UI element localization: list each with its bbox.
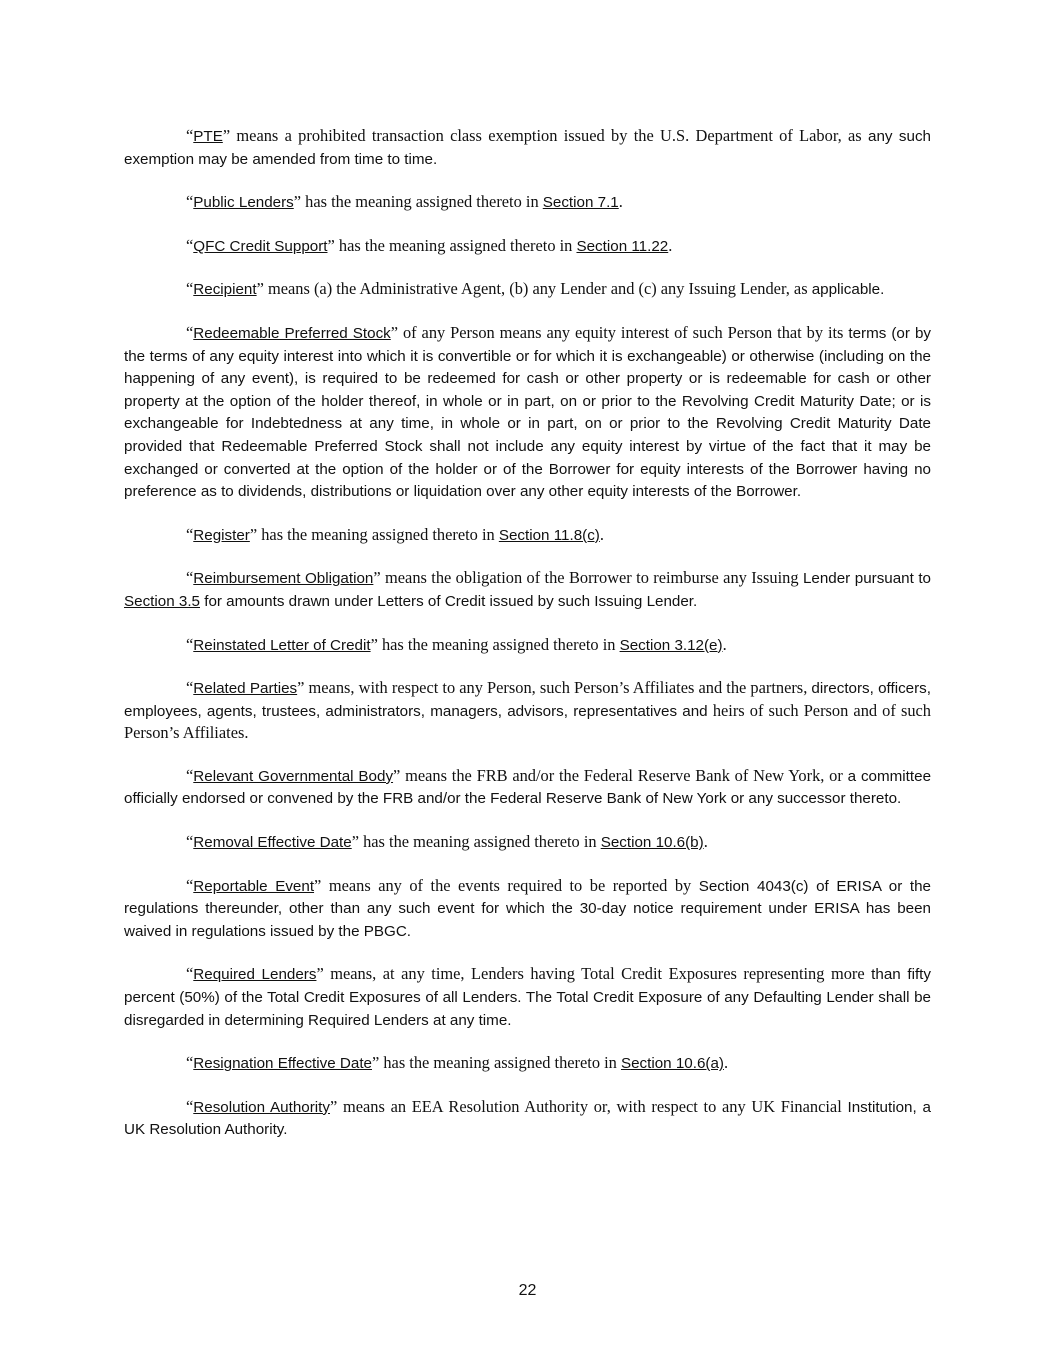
definition-paragraph: “Resolution Authority” means an EEA Resolution Authority or, with respect to any UK Financial Institution, a UK Resolution Authority. (124, 1096, 931, 1139)
defined-term: Resolution Authority (193, 1098, 330, 1116)
definition-text: a committee officially endorsed or convened by the FRB and/or the Federal Reserve Bank of New York or any successor thereto. (124, 767, 932, 808)
definition-paragraph: “Reinstated Letter of Credit” has the meaning assigned thereto in Section 3.12(e). (186, 634, 727, 654)
definition-paragraph: “Register” has the meaning assigned thereto in Section 11.8(c). (186, 524, 604, 544)
definition-paragraph: “Public Lenders” has the meaning assigned thereto in Section 7.1. (186, 192, 623, 212)
defined-term: Public Lenders (193, 194, 294, 212)
section-reference: Section 10.6(a) (620, 1055, 724, 1073)
definition-text: has the meaning assigned thereto in (301, 192, 543, 212)
definition-text: Institution, a UK Resolution Authority. (124, 1098, 931, 1139)
definition-text: means, at any time, Lenders having Total Credit Exposures representing more (323, 964, 872, 984)
defined-term: Resignation Effective Date (193, 1055, 372, 1073)
definitions-list (124, 125, 931, 1141)
definition-text: of any Person means any equity interest of such Person that by its (398, 322, 849, 342)
definition-text: means the FRB and/or the Federal Reserve Bank of New York, or (400, 765, 848, 785)
section-reference: Section 7.1 (542, 194, 619, 212)
definition-text: . (723, 1053, 729, 1073)
section-reference: Section 10.6(b) (600, 834, 704, 852)
section-reference: Section 11.8(c) (498, 526, 600, 544)
definition-paragraph: “Related Parties” means, with respect to any Person, such Person’s Affiliates and the partners, directors, officers, employees, agents, trustees, administrators, managers, advisors, representatives and heirs of such Person and of such Person’s Affiliates. (124, 678, 931, 743)
definition-paragraph: “Relevant Governmental Body” means the FRB and/or the Federal Reserve Bank of New York, or a committee officially endorsed or convened by the FRB and/or the Federal Reserve Bank of New York or any successor thereto. (124, 765, 932, 808)
defined-term: Recipient (193, 281, 257, 299)
definition-text: directors, officers, employees, agents, trustees, administrators, managers, advisors, representatives and (124, 680, 931, 720)
defined-term: PTE (193, 128, 223, 145)
definition-text: applicable. (811, 281, 885, 299)
document-page (124, 125, 931, 1162)
definition-paragraph: “Redeemable Preferred Stock” of any Person means any equity interest of such Person that by its terms (or by the terms of any equity interest into which it is convertible or for which it is exchangeable) or otherwise (including on the happening of any event), is required to be redeemed for cash or other property or is redeemable for cash or other property at the option of the holder thereof, in whole or in part, on or prior to the Revolving Credit Maturity Date; or is exchangeable for Indebtedness at any time, in whole or in part, on or prior to the Revolving Credit Maturity Date provided that Redeemable Preferred Stock shall not include any equity interest by virtue of the fact that it may be exchanged or converted at the option of the holder or of the Borrower for equity interests of the Borrower having no preference as to dividends, distributions or liquidation over any other equity interests of the Borrower. (124, 322, 932, 501)
definition-text: means (a) the Administrative Agent, (b) any Lender and (c) any Issuing Lender, as (263, 279, 812, 299)
defined-term: Reimbursement Obligation (193, 570, 374, 588)
definition-paragraph: “Recipient” means (a) the Administrative Agent, (b) any Lender and (c) any Issuing Lender, as applicable. (186, 279, 885, 299)
definition-text: any such exemption may be amended from time to time. (124, 128, 931, 168)
definition-text: has the meaning assigned thereto in (358, 832, 601, 852)
definition-text: . (668, 235, 673, 255)
defined-term: Reinstated Letter of Credit (193, 636, 371, 654)
definition-text: Section 4043(c) of ERISA or the regulations thereunder, other than any such event for which the 30-day notice requirement under ERISA has been waived in regulations issued by the PBGC. (124, 877, 931, 940)
defined-term: Related Parties (193, 680, 298, 698)
definition-text: means an EEA Resolution Authority or, with respect to any UK Financial (337, 1096, 848, 1116)
definition-text: means a prohibited transaction class exemption issued by the U.S. Department of Labor, as (230, 126, 868, 145)
defined-term: QFC Credit Support (193, 237, 328, 255)
defined-term: Redeemable Preferred Stock (193, 324, 391, 342)
definition-text: terms (or by the terms of any equity interest into which it is convertible or for which it is exchangeable) or otherwise (including on the happening of any event), is required to be redeemed for cash or other property or is redeemable for cash or other property at the option of the holder thereof, in whole or in part, on or prior to the Revolving Credit Maturity Date; or is exchangeable for Indebtedness at any time, in whole or in part, on or prior to the Revolving Credit Maturity Date provided that Redeemable Preferred Stock shall not include any equity interest by virtue of the fact that it may be exchanged or converted at the option of the holder or of the Borrower for equity interests of the Borrower having no preference as to dividends, distributions or liquidation over any other equity interests of the Borrower. (124, 324, 932, 501)
definition-paragraph: “Reportable Event” means any of the events required to be reported by Section 4043(c) of ERISA or the regulations thereunder, other than any such event for which the 30-day notice requirement under ERISA has been waived in regulations issued by the PBGC. (124, 875, 931, 940)
definition-text: than fifty percent (50%) of the Total Credit Exposures of all Lenders. The Total Credit Exposure of any Defaulting Lender shall be disregarded in determining Required Lenders at any time. (124, 966, 932, 1029)
definition-text: has the meaning assigned thereto in (377, 634, 620, 654)
section-reference: Section 11.22 (576, 237, 669, 255)
definition-text: Lender pursuant to (802, 570, 932, 588)
definition-text: . (618, 192, 623, 212)
defined-term: Register (193, 526, 250, 544)
section-reference: Section 3.5 (124, 592, 200, 610)
definition-text: heirs of such Person and of such Person’s Affiliates. (124, 700, 931, 743)
definition-paragraph: “Resignation Effective Date” has the meaning assigned thereto in Section 10.6(a). (186, 1053, 729, 1073)
definition-text: means, with respect to any Person, such Person’s Affiliates and the partners, (304, 678, 812, 698)
definition-paragraph: “QFC Credit Support” has the meaning assigned thereto in Section 11.22. (186, 235, 673, 255)
definition-text: has the meaning assigned thereto in (257, 524, 499, 544)
defined-term: Relevant Governmental Body (193, 767, 394, 785)
defined-term: Reportable Event (193, 877, 315, 895)
definition-text: for amounts drawn under Letters of Credit issued by such Issuing Lender. (200, 592, 698, 610)
definition-paragraph: “Removal Effective Date” has the meaning assigned thereto in Section 10.6(b). (186, 832, 708, 852)
section-reference: Section 3.12(e) (619, 636, 723, 654)
definition-paragraph: “Reimbursement Obligation” means the obligation of the Borrower to reimburse any Issuing Lender pursuant to Section 3.5 for amounts drawn under Letters of Credit issued by such Issuing Lender. (124, 568, 932, 610)
definition-paragraph: “PTE” means a prohibited transaction class exemption issued by the U.S. Department of Labor, as any such exemption may be amended from time to time. (124, 126, 931, 168)
defined-term: Removal Effective Date (193, 834, 352, 852)
definition-text: has the meaning assigned thereto in (334, 235, 577, 255)
definition-text: means any of the events required to be reported by (321, 875, 699, 895)
definition-paragraph: “Required Lenders” means, at any time, Lenders having Total Credit Exposures representing more than fifty percent (50%) of the Total Credit Exposures of all Lenders. The Total Credit Exposure of any Defaulting Lender shall be disregarded in determining Required Lenders at any time. (124, 964, 932, 1029)
definition-text: . (703, 832, 708, 852)
defined-term: Required Lenders (193, 966, 317, 984)
page-number: 22 (518, 1282, 537, 1299)
definition-text: . (599, 524, 604, 544)
definition-text: . (722, 634, 727, 654)
definition-text: has the meaning assigned thereto in (379, 1053, 621, 1073)
definition-text: means the obligation of the Borrower to reimburse any Issuing (380, 568, 803, 588)
